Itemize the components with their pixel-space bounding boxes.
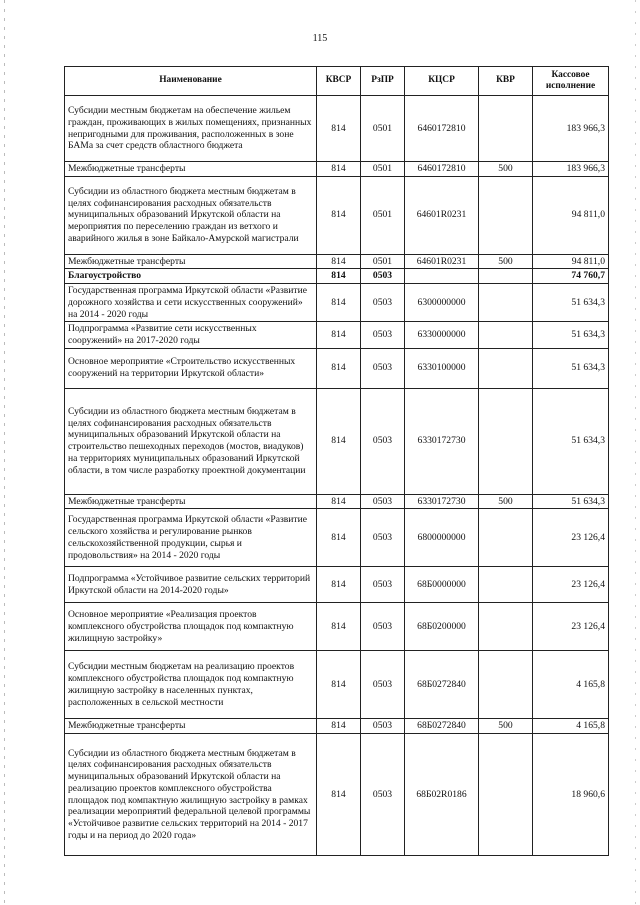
row-kvr	[479, 284, 533, 322]
row-kcsr: 68Б0272840	[405, 651, 479, 719]
row-kcsr	[405, 269, 479, 284]
column-header-kvsr: КВСР	[317, 67, 361, 96]
row-kvsr: 814	[317, 567, 361, 603]
table-row	[65, 651, 609, 719]
row-rzpr: 0503	[361, 603, 405, 651]
row-name: Субсидии из областного бюджета местным бюджетам в целях софинансирования расходных обязательств муниципальных образований Иркутской области на строительство пешеходных переходов (мостов, виадуков) на территориях муниципальных образований Иркутской области, в том числе разработку проектной документации	[65, 388, 317, 494]
row-rzpr: 0501	[361, 254, 405, 269]
table-row	[65, 348, 609, 388]
row-kvsr: 814	[317, 254, 361, 269]
row-amount: 51 634,3	[533, 348, 609, 388]
row-kvsr: 814	[317, 494, 361, 509]
row-name: Подпрограмма «Развитие сети искусственных сооружений» на 2017-2020 годы	[65, 322, 317, 348]
row-kcsr: 6460172810	[405, 96, 479, 162]
row-amount: 74 760,7	[533, 269, 609, 284]
row-kvsr: 814	[317, 176, 361, 254]
row-amount: 23 126,4	[533, 567, 609, 603]
row-kcsr: 68Б0272840	[405, 719, 479, 734]
row-name: Межбюджетные трансферты	[65, 254, 317, 269]
row-kcsr: 64601R0231	[405, 176, 479, 254]
row-kvsr: 814	[317, 284, 361, 322]
row-name: Субсидии местным бюджетам на обеспечение жильем граждан, проживающих в жилых помещениях, признанных непригодными для проживания, расположенных в зоне БАМа за счет средств областного бюджета	[65, 96, 317, 162]
row-rzpr: 0501	[361, 162, 405, 177]
row-kvr	[479, 388, 533, 494]
table-row	[65, 254, 609, 269]
row-name: Государственная программа Иркутской области «Развитие сельского хозяйства и регулирование рынков сельскохозяйственной продукции, сырья и продовольствия» на 2014 - 2020 годы	[65, 509, 317, 567]
table-row	[65, 603, 609, 651]
row-name: Подпрограмма «Устойчивое развитие сельских территорий Иркутской области на 2014-2020 годы»	[65, 567, 317, 603]
row-rzpr: 0503	[361, 388, 405, 494]
row-rzpr: 0503	[361, 494, 405, 509]
row-rzpr: 0501	[361, 96, 405, 162]
row-rzpr: 0503	[361, 734, 405, 856]
column-header-amount: Кассовое исполнение	[533, 67, 609, 96]
row-kvr	[479, 176, 533, 254]
row-kvsr: 814	[317, 269, 361, 284]
row-kvr: 500	[479, 494, 533, 509]
row-kvr: 500	[479, 719, 533, 734]
row-rzpr: 0503	[361, 719, 405, 734]
row-name: Межбюджетные трансферты	[65, 494, 317, 509]
row-kvsr: 814	[317, 509, 361, 567]
row-kvr	[479, 96, 533, 162]
row-kcsr: 6800000000	[405, 509, 479, 567]
row-kvsr: 814	[317, 322, 361, 348]
row-kvsr: 814	[317, 603, 361, 651]
row-kvsr: 814	[317, 651, 361, 719]
row-amount: 183 966,3	[533, 162, 609, 177]
row-kcsr: 6330000000	[405, 322, 479, 348]
row-amount: 94 811,0	[533, 254, 609, 269]
table-row	[65, 734, 609, 856]
row-name: Государственная программа Иркутской области «Развитие дорожного хозяйства и сети искусственных сооружений» на 2014 - 2020 годы	[65, 284, 317, 322]
row-amount: 18 960,6	[533, 734, 609, 856]
row-kcsr: 6300000000	[405, 284, 479, 322]
row-kvr	[479, 651, 533, 719]
table-row	[65, 388, 609, 494]
row-kvr: 500	[479, 162, 533, 177]
row-amount: 23 126,4	[533, 603, 609, 651]
row-kvr	[479, 509, 533, 567]
row-amount: 4 165,8	[533, 719, 609, 734]
row-name: Субсидии из областного бюджета местным бюджетам в целях софинансирования расходных обязательств муниципальных образований Иркутской области на мероприятия по переселению граждан из ветхого и аварийного жилья в зоне Байкало-Амурской магистрали	[65, 176, 317, 254]
row-name: Благоустройство	[65, 269, 317, 284]
table-row	[65, 322, 609, 348]
row-kvsr: 814	[317, 162, 361, 177]
row-kcsr: 6460172810	[405, 162, 479, 177]
row-amount: 51 634,3	[533, 322, 609, 348]
row-kcsr: 6330100000	[405, 348, 479, 388]
row-name: Субсидии местным бюджетам на реализацию проектов комплексного обустройства площадок под компактную жилищную застройку в населенных пунктах, расположенных в сельской местности	[65, 651, 317, 719]
row-rzpr: 0503	[361, 509, 405, 567]
table-row	[65, 176, 609, 254]
row-kvsr: 814	[317, 719, 361, 734]
row-amount: 51 634,3	[533, 284, 609, 322]
column-header-name: Наименование	[65, 67, 317, 96]
row-amount: 94 811,0	[533, 176, 609, 254]
row-name: Основное мероприятие «Строительство искусственных сооружений на территории Иркутской области»	[65, 348, 317, 388]
row-amount: 23 126,4	[533, 509, 609, 567]
row-kvsr: 814	[317, 348, 361, 388]
table-row	[65, 284, 609, 322]
row-rzpr: 0503	[361, 348, 405, 388]
column-header-kvr: КВР	[479, 67, 533, 96]
row-name: Субсидии из областного бюджета местным бюджетам в целях софинансирования расходных обязательств муниципальных образований Иркутской области на реализацию проектов комплексного обустройства площадок под компактную жилищную застройку в рамках реализации мероприятий федеральной целевой программы «Устойчивое развитие сельских территорий на 2014 - 2017 годы и на период до 2020 года»	[65, 734, 317, 856]
row-name: Основное мероприятие «Реализация проектов комплексного обустройства площадок под компактную жилищную застройку»	[65, 603, 317, 651]
table-row	[65, 494, 609, 509]
row-amount: 4 165,8	[533, 651, 609, 719]
table-row	[65, 162, 609, 177]
row-amount: 51 634,3	[533, 494, 609, 509]
row-kvr	[479, 348, 533, 388]
row-rzpr: 0503	[361, 269, 405, 284]
row-name: Межбюджетные трансферты	[65, 719, 317, 734]
row-rzpr: 0503	[361, 567, 405, 603]
row-rzpr: 0503	[361, 651, 405, 719]
row-kvsr: 814	[317, 388, 361, 494]
column-header-rzpr: РзПР	[361, 67, 405, 96]
row-kcsr: 68Б0000000	[405, 567, 479, 603]
row-kvr	[479, 322, 533, 348]
row-kvr	[479, 567, 533, 603]
table-header-row	[65, 67, 609, 96]
row-kcsr: 68Б02R0186	[405, 734, 479, 856]
table-row-section	[65, 269, 609, 284]
table-row	[65, 567, 609, 603]
table-row	[65, 509, 609, 567]
budget-table	[64, 66, 609, 856]
row-name: Межбюджетные трансферты	[65, 162, 317, 177]
column-header-kcsr: КЦСР	[405, 67, 479, 96]
scan-edge-left	[4, 0, 5, 905]
row-rzpr: 0503	[361, 322, 405, 348]
row-kcsr: 6330172730	[405, 494, 479, 509]
row-kvr	[479, 603, 533, 651]
page-number: 115	[312, 33, 328, 44]
row-kvsr: 814	[317, 96, 361, 162]
row-amount: 51 634,3	[533, 388, 609, 494]
row-kvr: 500	[479, 254, 533, 269]
row-kcsr: 68Б0200000	[405, 603, 479, 651]
table-row	[65, 96, 609, 162]
scan-edge-right	[635, 0, 636, 905]
row-kvr	[479, 269, 533, 284]
table-row	[65, 719, 609, 734]
row-kcsr: 6330172730	[405, 388, 479, 494]
row-kvr	[479, 734, 533, 856]
row-kcsr: 64601R0231	[405, 254, 479, 269]
row-kvsr: 814	[317, 734, 361, 856]
row-amount: 183 966,3	[533, 96, 609, 162]
row-rzpr: 0503	[361, 284, 405, 322]
row-rzpr: 0501	[361, 176, 405, 254]
